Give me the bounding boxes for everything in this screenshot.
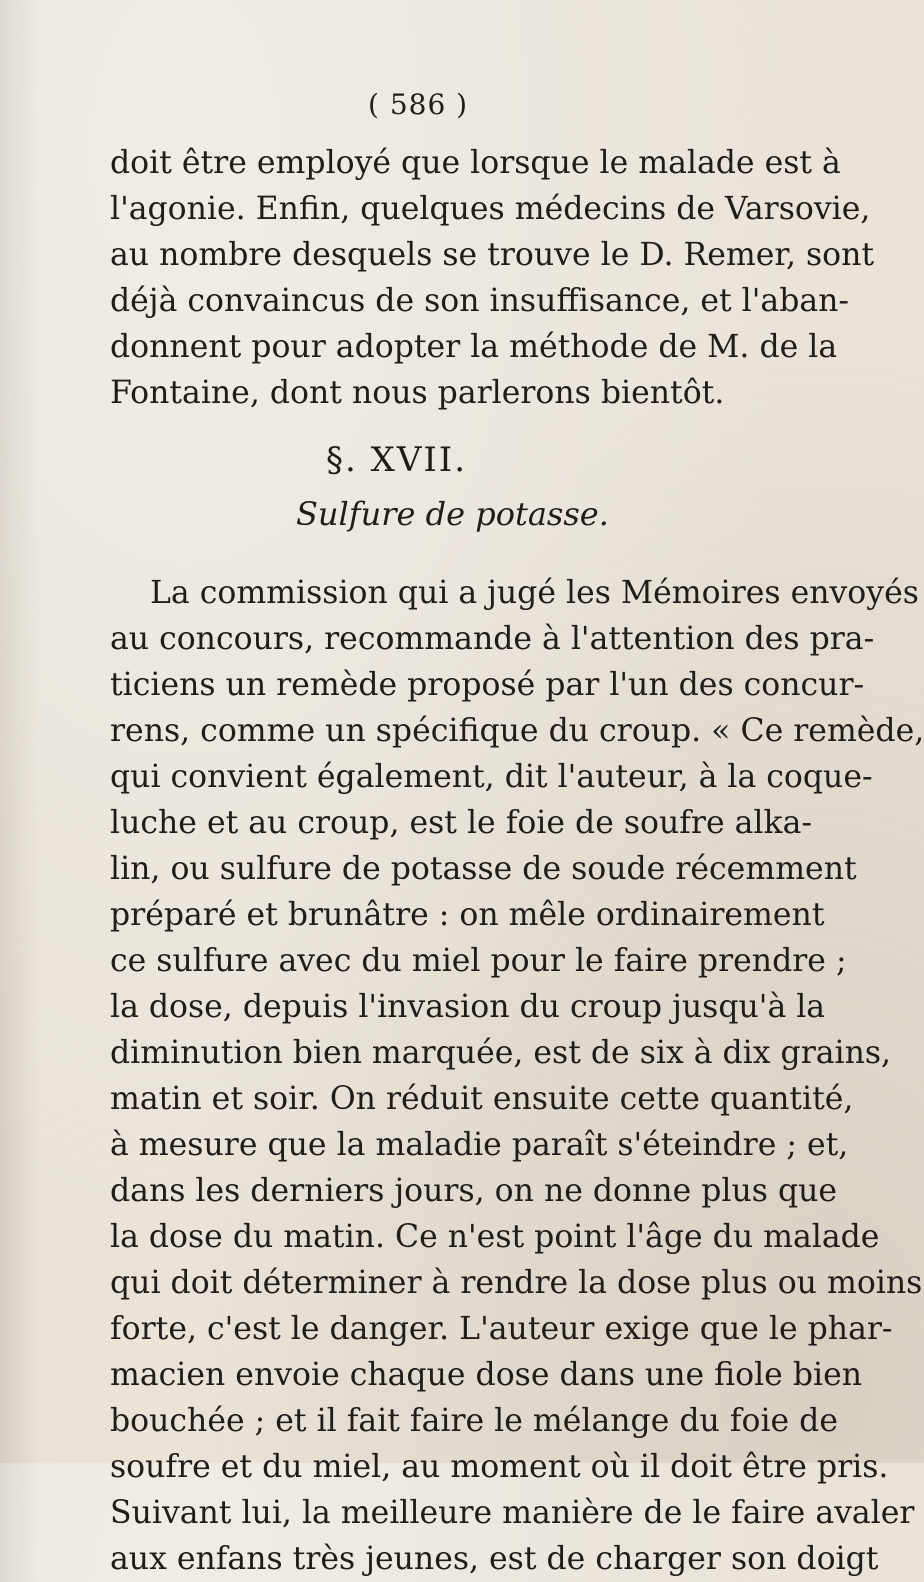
text-line: ce sulfure avec du miel pour le faire prendre ;: [110, 943, 847, 979]
text-line: La commission qui a jugé les Mémoires envoyés: [150, 575, 919, 611]
text-line: qui doit déterminer à rendre la dose plus ou moins: [110, 1265, 923, 1301]
section-subtitle: Sulfure de potasse.: [296, 495, 609, 533]
text-line: aux enfans très jeunes, est de charger son doigt: [110, 1541, 879, 1577]
text-line: macien envoie chaque dose dans une fiole bien: [110, 1357, 863, 1393]
opening-paragraph: [110, 140, 875, 416]
text-line: Suivant lui, la meilleure manière de le faire avaler: [110, 1495, 915, 1531]
text-line: Fontaine, dont nous parlerons bientôt.: [110, 375, 725, 411]
text-line: matin et soir. On réduit ensuite cette quantité,: [110, 1081, 854, 1117]
text-line: dans les derniers jours, on ne donne plus que: [110, 1173, 838, 1209]
body-paragraph: [110, 570, 924, 1582]
text-line: au nombre desquels se trouve le D. Remer, sont: [110, 237, 875, 273]
text-line: donnent pour adopter la méthode de M. de la: [110, 329, 838, 365]
text-line: déjà convaincus de son insuffisance, et l'aban-: [110, 283, 850, 319]
text-line: doit être employé que lorsque le malade est à: [110, 145, 841, 181]
section-heading: §. XVII.: [326, 440, 468, 480]
page-number: ( 586 ): [368, 88, 469, 121]
text-line: la dose, depuis l'invasion du croup jusqu'à la: [110, 989, 826, 1025]
text-line: lin, ou sulfure de potasse de soude récemment: [110, 851, 857, 887]
text-line: bouchée ; et il fait faire le mélange du foie de: [110, 1403, 838, 1439]
text-line: préparé et brunâtre : on mêle ordinairement: [110, 897, 825, 933]
text-line: la dose du matin. Ce n'est point l'âge du malade: [110, 1219, 880, 1255]
text-line: ticiens un remède proposé par l'un des concur-: [110, 667, 865, 703]
text-line: diminution bien marquée, est de six à dix grains,: [110, 1035, 892, 1071]
text-line: au concours, recommande à l'attention des pra-: [110, 621, 875, 657]
text-line: soufre et du miel, au moment où il doit être pris.: [110, 1449, 889, 1485]
text-line: luche et au croup, est le foie de soufre alka-: [110, 805, 813, 841]
text-line: rens, comme un spécifique du croup. « Ce remède,: [110, 713, 924, 749]
text-line: à mesure que la maladie paraît s'éteindre ; et,: [110, 1127, 849, 1163]
text-line: forte, c'est le danger. L'auteur exige que le phar-: [110, 1311, 893, 1347]
text-line: qui convient également, dit l'auteur, à la coque-: [110, 759, 873, 795]
text-line: l'agonie. Enfin, quelques médecins de Varsovie,: [110, 191, 871, 227]
